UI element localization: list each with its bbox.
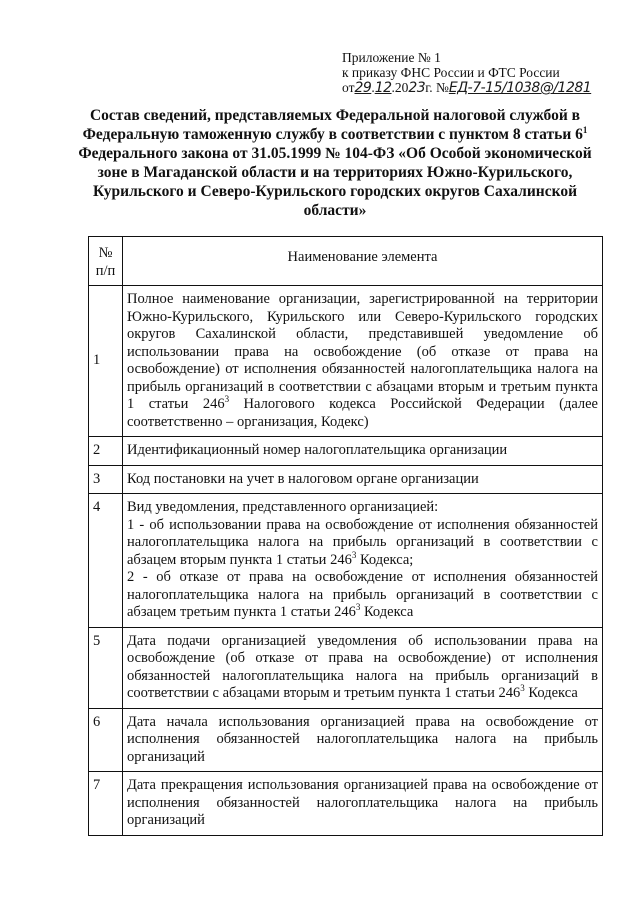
elements-table: [88, 236, 603, 836]
row-number: 6: [89, 708, 123, 772]
approval-block: [342, 50, 622, 96]
order-number: ЕД-7-15/1038@/1281: [448, 80, 592, 96]
date-day: 29: [354, 80, 372, 96]
table-row: [89, 627, 603, 708]
date-separator: .: [371, 80, 375, 95]
date-century: .20: [391, 80, 409, 95]
row-number: 1: [89, 286, 123, 437]
row-number: 7: [89, 772, 123, 836]
row-text: Дата начала использования организацией права на освобождение от исполнения обязанностей налогоплательщика налога на прибыль организаций: [123, 708, 603, 772]
row-line: [127, 517, 598, 570]
title-part-1: Состав сведений, представляемых Федеральной налоговой службой в Федеральную таможенную службу в соответствии с пунктом 8 статьи 6: [82, 107, 583, 143]
row-text: [123, 494, 603, 628]
appendix-label: Приложение № 1: [342, 50, 441, 65]
row-text: Идентификационный номер налогоплательщика организации: [123, 437, 603, 466]
table-row: [89, 286, 603, 437]
row-text-part: 1 - об использовании права на освобождение от исполнения обязанностей налогоплательщика налога на прибыль организаций в соответствии с абзацем вторым пункта 1 статьи 246: [127, 516, 598, 568]
date-prefix: от: [342, 80, 355, 95]
header-number: № п/п: [89, 237, 123, 286]
row-text-part: Полное наименование организации, зарегистрированной на территории Южно-Курильского, Курильского или Северо-Курильского городских округов Сахалинской области, представившей уведомление об использовании права на освобождение (об отказе от права на освобождение) от исполнения обязанностей налогоплательщика налога на прибыль организаций в соответствии с абзацами вторым и третьим пункта 1 статьи 246: [127, 291, 598, 412]
order-date-number: [342, 80, 622, 96]
document-title: [70, 106, 600, 220]
table-header-row: [89, 237, 603, 286]
row-superscript: 3: [351, 549, 357, 560]
row-number: 5: [89, 627, 123, 708]
table-row: [89, 494, 603, 628]
row-text-part: Кодекса;: [356, 551, 414, 568]
date-suffix: г. №: [425, 80, 449, 95]
row-text-part: Дата подачи организацией уведомления об использовании права на освобождение (об отказе от права на освобождение) от исполнения обязанностей налогоплательщика налога на прибыль организаций в соответствии с абзацами вторым и третьим пункта 1 статьи 246: [127, 632, 598, 701]
table-row: [89, 437, 603, 466]
row-number: 3: [89, 465, 123, 494]
row-line: Вид уведомления, представленного организацией:: [127, 499, 439, 515]
row-number: 2: [89, 437, 123, 466]
header-element-name: Наименование элемента: [123, 237, 603, 286]
row-text: [123, 627, 603, 708]
table-row: [89, 465, 603, 494]
row-text: Дата прекращения использования организацией права на освобождение от исполнения обязанностей налогоплательщика налога на прибыль организаций: [123, 772, 603, 836]
row-number: 4: [89, 494, 123, 628]
row-text: Код постановки на учет в налоговом органе организации: [123, 465, 603, 494]
row-line: [127, 569, 598, 622]
row-text-part: Кодекса: [524, 685, 578, 701]
table-row: [89, 708, 603, 772]
row-superscript: 3: [224, 394, 230, 405]
table-row: [89, 772, 603, 836]
title-superscript: 1: [582, 124, 588, 135]
row-text-part: Кодекса: [360, 604, 414, 620]
row-superscript: 3: [520, 683, 525, 694]
row-text-part: 2 - об отказе от права на освобождение от исполнения обязанностей налогоплательщика налога на прибыль организаций в соответствии с абзацем третьим пункта 1 статьи 246: [127, 569, 598, 620]
title-part-2: Федерального закона от 31.05.1999 № 104-ФЗ «Об Особой экономической зоне в Магаданской области и на территориях Южно-Курильского, Курильского и Северо-Курильского городских округов Сахалинской области»: [78, 145, 592, 219]
date-year: 23: [408, 80, 426, 96]
date-month: 12: [374, 80, 392, 96]
order-reference: к приказу ФНС России и ФТС России: [342, 65, 560, 80]
row-superscript: 3: [355, 602, 361, 613]
row-text: [123, 286, 603, 437]
row-text-part: Налогового кодекса Российской Федерации (далее соответственно – организация, Кодекс): [127, 396, 598, 430]
